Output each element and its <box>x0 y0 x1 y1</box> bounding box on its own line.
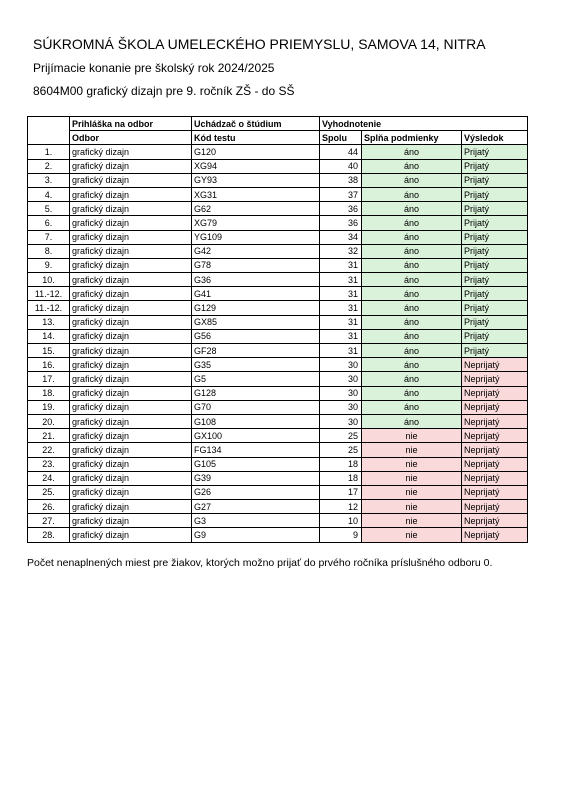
score-cell: 30 <box>320 386 362 400</box>
table-row <box>28 216 528 230</box>
meets-cell: áno <box>362 216 462 230</box>
field-cell: grafický dizajn <box>70 485 192 499</box>
score-cell: 44 <box>320 145 362 159</box>
code-cell: GF28 <box>192 344 320 358</box>
field-cell: grafický dizajn <box>70 187 192 201</box>
rank-cell: 22. <box>28 443 70 457</box>
group-header-application: Prihláška na odbor <box>70 117 192 131</box>
result-cell: Neprijatý <box>462 471 528 485</box>
rank-cell: 11.-12. <box>28 301 70 315</box>
meets-cell: áno <box>362 414 462 428</box>
rank-cell: 3. <box>28 173 70 187</box>
meets-cell: nie <box>362 528 462 542</box>
score-cell: 31 <box>320 315 362 329</box>
field-cell: grafický dizajn <box>70 414 192 428</box>
table-row <box>28 414 528 428</box>
meets-cell: áno <box>362 372 462 386</box>
rank-cell: 9. <box>28 258 70 272</box>
program-title: 8604M00 grafický dizajn pre 9. ročník ZŠ - do SŠ <box>33 84 295 98</box>
result-cell: Prijatý <box>462 202 528 216</box>
code-cell: G62 <box>192 202 320 216</box>
field-cell: grafický dizajn <box>70 443 192 457</box>
score-cell: 31 <box>320 329 362 343</box>
result-cell: Neprijatý <box>462 358 528 372</box>
rank-cell: 14. <box>28 329 70 343</box>
meets-cell: áno <box>362 287 462 301</box>
rank-cell: 20. <box>28 414 70 428</box>
table-row <box>28 528 528 542</box>
table-row <box>28 457 528 471</box>
rank-cell: 8. <box>28 244 70 258</box>
meets-cell: nie <box>362 514 462 528</box>
code-cell: G36 <box>192 273 320 287</box>
score-cell: 32 <box>320 244 362 258</box>
column-header-field: Odbor <box>70 131 192 145</box>
result-cell: Neprijatý <box>462 386 528 400</box>
rank-cell: 6. <box>28 216 70 230</box>
table-row <box>28 429 528 443</box>
table-row <box>28 386 528 400</box>
score-cell: 12 <box>320 500 362 514</box>
meets-cell: áno <box>362 315 462 329</box>
field-cell: grafický dizajn <box>70 372 192 386</box>
rank-cell: 17. <box>28 372 70 386</box>
score-cell: 31 <box>320 344 362 358</box>
table-row <box>28 329 528 343</box>
field-cell: grafický dizajn <box>70 386 192 400</box>
school-title: SÚKROMNÁ ŠKOLA UMELECKÉHO PRIEMYSLU, SAMOVA 14, NITRA <box>33 36 486 52</box>
score-cell: 30 <box>320 372 362 386</box>
code-cell: XG94 <box>192 159 320 173</box>
meets-cell: áno <box>362 400 462 414</box>
field-cell: grafický dizajn <box>70 287 192 301</box>
table-row <box>28 202 528 216</box>
score-cell: 25 <box>320 443 362 457</box>
result-cell: Neprijatý <box>462 500 528 514</box>
rank-cell: 23. <box>28 457 70 471</box>
code-cell: GX100 <box>192 429 320 443</box>
result-cell: Neprijatý <box>462 429 528 443</box>
score-cell: 17 <box>320 485 362 499</box>
table-row <box>28 443 528 457</box>
code-cell: G27 <box>192 500 320 514</box>
table-row <box>28 358 528 372</box>
result-cell: Neprijatý <box>462 414 528 428</box>
code-cell: GY93 <box>192 173 320 187</box>
field-cell: grafický dizajn <box>70 457 192 471</box>
table-row <box>28 244 528 258</box>
meets-cell: áno <box>362 301 462 315</box>
code-cell: FG134 <box>192 443 320 457</box>
result-cell: Prijatý <box>462 273 528 287</box>
code-cell: G35 <box>192 358 320 372</box>
rank-cell: 11.-12. <box>28 287 70 301</box>
table-row <box>28 258 528 272</box>
column-header-score: Spolu <box>320 131 362 145</box>
result-cell: Neprijatý <box>462 457 528 471</box>
result-cell: Prijatý <box>462 344 528 358</box>
rank-cell: 27. <box>28 514 70 528</box>
code-cell: XG31 <box>192 187 320 201</box>
code-cell: G129 <box>192 301 320 315</box>
result-cell: Prijatý <box>462 216 528 230</box>
field-cell: grafický dizajn <box>70 344 192 358</box>
field-cell: grafický dizajn <box>70 159 192 173</box>
column-header-code: Kód testu <box>192 131 320 145</box>
code-cell: G108 <box>192 414 320 428</box>
meets-cell: nie <box>362 429 462 443</box>
score-cell: 34 <box>320 230 362 244</box>
field-cell: grafický dizajn <box>70 429 192 443</box>
rank-cell: 15. <box>28 344 70 358</box>
field-cell: grafický dizajn <box>70 216 192 230</box>
code-cell: G26 <box>192 485 320 499</box>
score-cell: 36 <box>320 202 362 216</box>
meets-cell: áno <box>362 244 462 258</box>
code-cell: G56 <box>192 329 320 343</box>
code-cell: G128 <box>192 386 320 400</box>
score-cell: 31 <box>320 258 362 272</box>
rank-cell: 26. <box>28 500 70 514</box>
table-row <box>28 471 528 485</box>
code-cell: G3 <box>192 514 320 528</box>
rank-cell: 25. <box>28 485 70 499</box>
field-cell: grafický dizajn <box>70 514 192 528</box>
table-row <box>28 344 528 358</box>
table-row <box>28 145 528 159</box>
score-cell: 40 <box>320 159 362 173</box>
rank-cell: 4. <box>28 187 70 201</box>
result-cell: Neprijatý <box>462 443 528 457</box>
meets-cell: áno <box>362 145 462 159</box>
field-cell: grafický dizajn <box>70 400 192 414</box>
rank-cell: 5. <box>28 202 70 216</box>
code-cell: G9 <box>192 528 320 542</box>
meets-cell: áno <box>362 258 462 272</box>
meets-cell: áno <box>362 173 462 187</box>
table-row <box>28 301 528 315</box>
meets-cell: áno <box>362 386 462 400</box>
group-header-row <box>28 117 528 131</box>
score-cell: 31 <box>320 287 362 301</box>
result-cell: Prijatý <box>462 173 528 187</box>
score-cell: 30 <box>320 358 362 372</box>
table-row <box>28 485 528 499</box>
result-cell: Prijatý <box>462 159 528 173</box>
rank-cell: 7. <box>28 230 70 244</box>
table-row <box>28 500 528 514</box>
meets-cell: nie <box>362 443 462 457</box>
field-cell: grafický dizajn <box>70 202 192 216</box>
score-cell: 25 <box>320 429 362 443</box>
field-cell: grafický dizajn <box>70 230 192 244</box>
meets-cell: áno <box>362 273 462 287</box>
score-cell: 30 <box>320 414 362 428</box>
table-row <box>28 230 528 244</box>
result-cell: Prijatý <box>462 301 528 315</box>
table-row <box>28 287 528 301</box>
rank-cell: 28. <box>28 528 70 542</box>
code-cell: G42 <box>192 244 320 258</box>
score-cell: 31 <box>320 301 362 315</box>
rank-header-cell-2 <box>28 131 70 145</box>
meets-cell: áno <box>362 187 462 201</box>
meets-cell: áno <box>362 329 462 343</box>
column-header-meets: Splňa podmienky <box>362 131 462 145</box>
field-cell: grafický dizajn <box>70 500 192 514</box>
result-cell: Prijatý <box>462 187 528 201</box>
field-cell: grafický dizajn <box>70 244 192 258</box>
result-cell: Prijatý <box>462 287 528 301</box>
table-row <box>28 514 528 528</box>
field-cell: grafický dizajn <box>70 315 192 329</box>
field-cell: grafický dizajn <box>70 358 192 372</box>
code-cell: YG109 <box>192 230 320 244</box>
field-cell: grafický dizajn <box>70 528 192 542</box>
result-cell: Prijatý <box>462 329 528 343</box>
meets-cell: nie <box>362 457 462 471</box>
meets-cell: nie <box>362 485 462 499</box>
score-cell: 31 <box>320 273 362 287</box>
score-cell: 10 <box>320 514 362 528</box>
rank-cell: 1. <box>28 145 70 159</box>
meets-cell: nie <box>362 471 462 485</box>
result-cell: Neprijatý <box>462 485 528 499</box>
field-cell: grafický dizajn <box>70 329 192 343</box>
meets-cell: áno <box>362 159 462 173</box>
meets-cell: áno <box>362 202 462 216</box>
rank-cell: 13. <box>28 315 70 329</box>
result-cell: Prijatý <box>462 244 528 258</box>
code-cell: G120 <box>192 145 320 159</box>
footer-note: Počet nenaplnených miest pre žiakov, ktorých možno prijať do prvého ročníka príslušného odboru 0. <box>27 557 493 569</box>
field-cell: grafický dizajn <box>70 471 192 485</box>
code-cell: G41 <box>192 287 320 301</box>
meets-cell: áno <box>362 344 462 358</box>
group-header-evaluation: Vyhodnotenie <box>320 117 528 131</box>
rank-header-cell <box>28 117 70 131</box>
meets-cell: nie <box>362 500 462 514</box>
code-cell: XG79 <box>192 216 320 230</box>
code-cell: G39 <box>192 471 320 485</box>
table-row <box>28 315 528 329</box>
field-cell: grafický dizajn <box>70 273 192 287</box>
score-cell: 36 <box>320 216 362 230</box>
result-cell: Neprijatý <box>462 372 528 386</box>
rank-cell: 18. <box>28 386 70 400</box>
result-cell: Neprijatý <box>462 514 528 528</box>
field-cell: grafický dizajn <box>70 173 192 187</box>
rank-cell: 16. <box>28 358 70 372</box>
field-cell: grafický dizajn <box>70 301 192 315</box>
result-cell: Neprijatý <box>462 400 528 414</box>
rank-cell: 24. <box>28 471 70 485</box>
code-cell: G70 <box>192 400 320 414</box>
meets-cell: áno <box>362 358 462 372</box>
table-row <box>28 273 528 287</box>
code-cell: GX85 <box>192 315 320 329</box>
field-cell: grafický dizajn <box>70 145 192 159</box>
result-cell: Prijatý <box>462 315 528 329</box>
score-cell: 18 <box>320 457 362 471</box>
meets-cell: áno <box>362 230 462 244</box>
result-cell: Prijatý <box>462 230 528 244</box>
code-cell: G78 <box>192 258 320 272</box>
score-cell: 18 <box>320 471 362 485</box>
rank-cell: 10. <box>28 273 70 287</box>
column-header-result: Výsledok <box>462 131 528 145</box>
table-row <box>28 159 528 173</box>
result-cell: Prijatý <box>462 258 528 272</box>
code-cell: G105 <box>192 457 320 471</box>
table-row <box>28 372 528 386</box>
rank-cell: 2. <box>28 159 70 173</box>
table-row <box>28 187 528 201</box>
result-cell: Prijatý <box>462 145 528 159</box>
column-header-row <box>28 131 528 145</box>
score-cell: 9 <box>320 528 362 542</box>
admission-subtitle: Prijímacie konanie pre školský rok 2024/2025 <box>33 61 275 75</box>
code-cell: G5 <box>192 372 320 386</box>
result-cell: Neprijatý <box>462 528 528 542</box>
score-cell: 30 <box>320 400 362 414</box>
table-row <box>28 400 528 414</box>
rank-cell: 19. <box>28 400 70 414</box>
score-cell: 38 <box>320 173 362 187</box>
table-row <box>28 173 528 187</box>
rank-cell: 21. <box>28 429 70 443</box>
score-cell: 37 <box>320 187 362 201</box>
group-header-applicant: Uchádzač o štúdium <box>192 117 320 131</box>
field-cell: grafický dizajn <box>70 258 192 272</box>
results-table <box>27 116 528 543</box>
